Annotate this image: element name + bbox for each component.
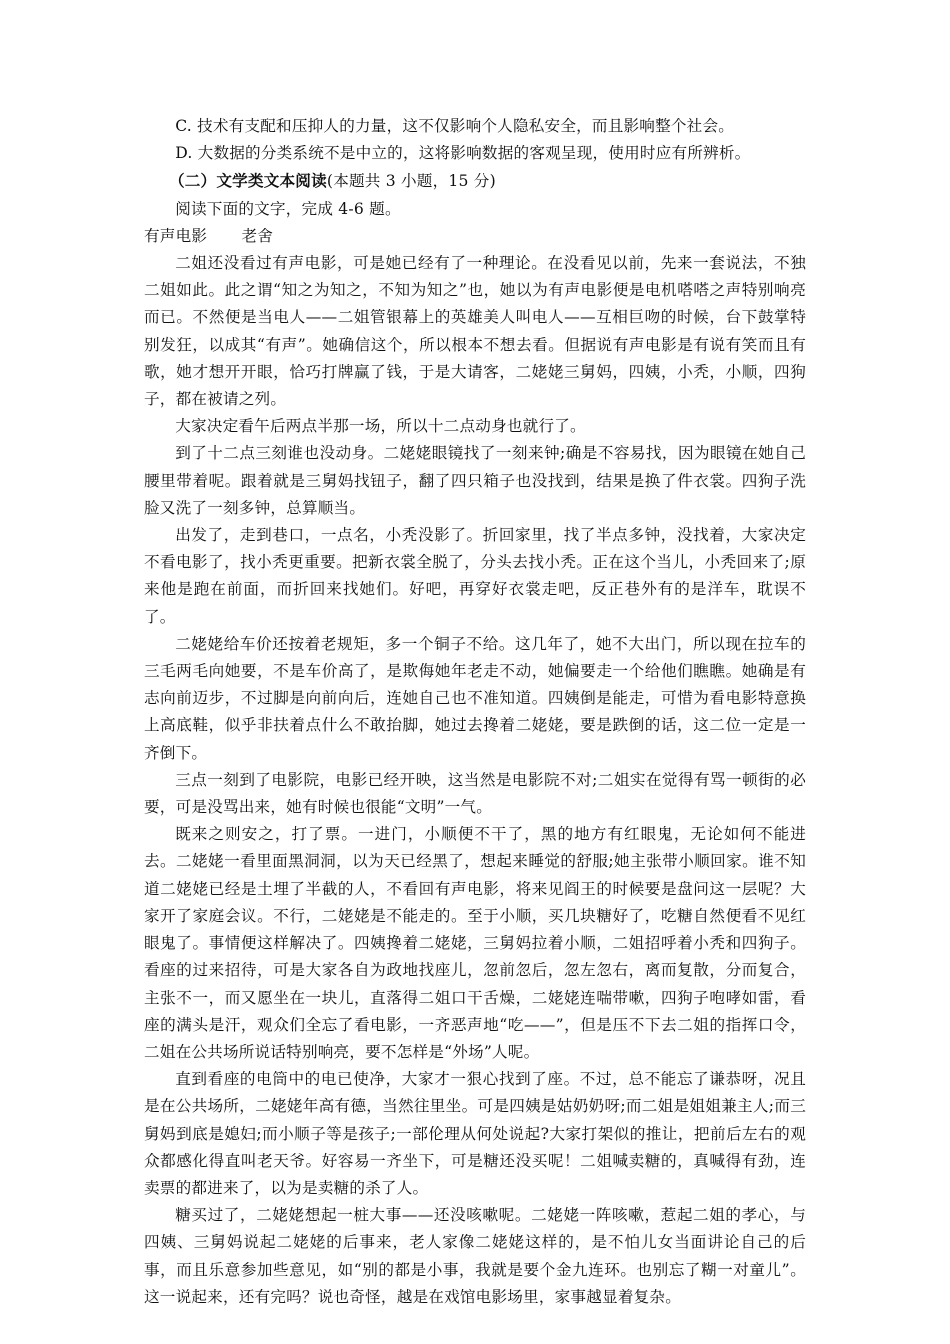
story-paragraph: 二姥姥给车价还按着老规矩，多一个铜子不给。这几年了，她不大出门，所以现在拉车的三毛两毛向她要，不是车价高了，是欺侮她年老走不动，她偏要走一个给他们瞧瞧。她确是有志向前迈步，不过脚是向前向后，连她自己也不准知道。四姨倒是能走，可惜为看电影特意换上高底鞋，似乎非扶着点什么不敢抬脚，她过去搀着二姥姥，要是跌倒的话，这二位一定是一齐倒下。 — [144, 634, 806, 762]
section-instruction: 阅读下面的文字，完成 4-6 题。 — [175, 199, 401, 218]
story-paragraph: 大家决定看午后两点半那一场，所以十二点动身也就行了。 — [175, 417, 586, 436]
story-paragraph: 三点一刻到了电影院，电影已经开映，这当然是电影院不对;二姐实在觉得有骂一顿街的必要，可是没骂出来，她有时候也很能“文明”一气。 — [144, 770, 806, 817]
document-page — [144, 113, 806, 1311]
section-heading — [144, 167, 806, 195]
story-title: 有声电影 — [144, 226, 208, 245]
option-d: D. 大数据的分类系统不是中立的，这将影响数据的客观呈现，使用时应有所辨析。 — [175, 144, 751, 163]
story-paragraph: 二姐还没看过有声电影，可是她已经有了一种理论。在没看见以前，先来一套说法，不独二姐如此。此之谓“知之为知之，不知为知之”也，她以为有声电影便是电机嗒嗒之声特别响亮而已。不然便是当电人——二姐管银幕上的英雄美人叫电人——互相巨吻的时候，台下鼓掌特别发狂，以成其“有声”。她确信这个，所以根本不想去看。但据说有声电影是有说有笑而且有歌，她才想开开眼，恰巧打牌赢了钱，于是大请客，二姥姥三舅妈，四姨，小秃，小顺，四狗子，都在被请之列。 — [144, 254, 806, 409]
story-author: 老舍 — [241, 226, 274, 245]
story-paragraph: 出发了，走到巷口，一点名，小秃没影了。折回家里，找了半点多钟，没找着，大家决定不看电影了，找小秃更重要。把新衣裳全脱了，分头去找小秃。正在这个当儿，小秃回来了;原来他是跑在前面，而折回来找她们。好吧，再穿好衣裳走吧，反正巷外有的是洋车，耽误不了。 — [144, 526, 806, 626]
story-paragraph: 到了十二点三刻谁也没动身。二姥姥眼镜找了一刻来钟;确是不容易找，因为眼镜在她自己腰里带着呢。跟着就是三舅妈找钮子，翻了四只箱子也没找到，结果是换了件衣裳。四狗子洗脸又洗了一刻多钟，总算顺当。 — [144, 444, 806, 517]
option-c: C. 技术有支配和压抑人的力量，这不仅影响个人隐私安全，而且影响整个社会。 — [175, 117, 735, 135]
story-title-line — [144, 223, 806, 250]
story-paragraph: 直到看座的电筒中的电已使净，大家才一狠心找到了座。不过，总不能忘了谦恭呀，况且是在公共场所，二姥姥年高有德，当然往里坐。可是四姨是姑奶奶呀;而二姐是姐姐兼主人;而三舅妈到底是媳妇;而小顺子等是孩子;一部伦理从何处说起?大家打架似的推让，把前后左右的观众都感化得直叫老天爷。好容易一齐坐下，可是糖还没买呢！二姐喊卖糖的，真喊得有劲，连卖票的都进来了，以为是卖糖的杀了人。 — [144, 1070, 806, 1197]
story-paragraph: 糖买过了，二姥姥想起一桩大事——还没咳嗽呢。二姥姥一阵咳嗽，惹起二姐的孝心，与四姨、三舅妈说起二姥姥的后事来，老人家像二姥姥这样的，是不怕儿女当面讲论自己的后事，而且乐意参加些意见，如“别的都是小事，我就是要个金九连环。也别忘了糊一对童儿”。这一说起来，还有完吗？说也奇怪，越是在戏馆电影场里，家事越显着复杂。 — [144, 1206, 806, 1306]
story-paragraph: 既来之则安之，打了票。一进门，小顺便不干了，黑的地方有红眼鬼，无论如何不能进去。二姥姥一看里面黑洞洞，以为天已经黑了，想起来睡觉的舒服;她主张带小顺回家。谁不知道二姥姥已经是土埋了半截的人，不看回有声电影，将来见阎王的时候要是盘问这一层呢？大家开了家庭会议。不行，二姥姥是不能走的。至于小顺，买几块糖好了，吃糖自然便看不见红眼鬼了。事情便这样解决了。四姨搀着二姥姥，三舅妈拉着小顺，二姐招呼着小秃和四狗子。看座的过来招待，可是大家各自为政地找座儿，忽前忽后，忽左忽右，离而复散，分而复合，主张不一，而又愿坐在一块儿，直落得二姐口干舌燥，二姥姥连喘带嗽，四狗子咆哮如雷，看座的满头是汗，观众们全忘了看电影，一齐恶声地“吃——”，但是压不下去二姐的指挥口令，二姐在公共场所说话特别响亮，要不怎样是“外场”人呢。 — [144, 825, 806, 1061]
section-note: (本题共 3 小题，15 分) — [326, 172, 496, 191]
section-title: （二）文学类文本阅读 — [168, 171, 327, 191]
